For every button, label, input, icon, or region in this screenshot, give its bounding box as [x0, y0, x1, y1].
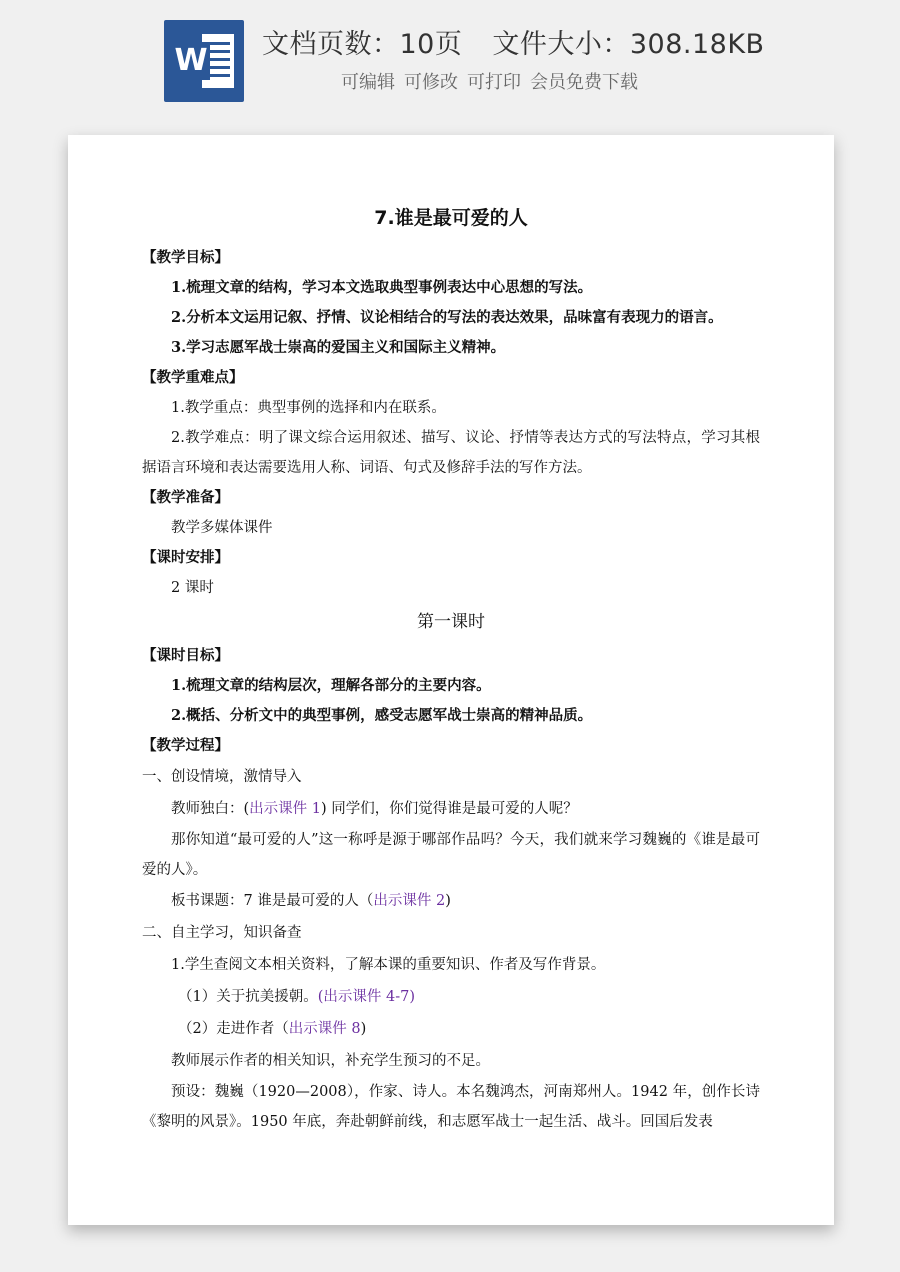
lesson-goal-item: 1.梳理文章的结构层次，理解各部分的主要内容。 — [171, 677, 491, 694]
objective-item: 1.梳理文章的结构，学习本文选取典型事例表达中心思想的写法。 — [171, 279, 593, 296]
word-document-icon: W — [164, 20, 244, 102]
file-size: 文件大小：308.18KB — [492, 29, 765, 60]
author-intro-paragraph: 预设：魏巍（1920—2008），作家、诗人。本名魏鸿杰，河南郑州人。1942 年，创作长诗《黎明的风景》。1950 年底，奔赴朝鲜前线，和志愿军战士一起生活、战斗。回国后发表 — [142, 1084, 760, 1130]
lesson-goal-item: 2.概括、分析文中的典型事例，感受志愿军战士崇高的精神品质。 — [171, 707, 593, 724]
lesson-heading: 第一课时 — [417, 612, 485, 632]
feature-member-download: 会员免费下载 — [530, 72, 638, 93]
document-stats — [262, 22, 765, 61]
courseware-ref: 出示课件 8 — [288, 1021, 361, 1037]
process-paragraph: 1.学生查阅文本相关资料，了解本课的重要知识、作者及写作背景。 — [171, 957, 606, 973]
schedule-item: 2 课时 — [171, 580, 214, 596]
courseware-ref: 出示课件 1 — [249, 801, 322, 817]
courseware-ref: 出示课件 2 — [373, 893, 446, 909]
section-heading-key-points: 【教学重难点】 — [142, 369, 244, 386]
courseware-ref: (出示课件 4-7) — [317, 989, 416, 1005]
difficulty-paragraph: 2.教学难点：明了课文综合运用叙述、描写、议论、抒情等表达方式的写法特点，学习其根据语言环境和表达需要选用人称、词语、句式及修辞手法的写作方法。 — [142, 430, 760, 476]
step-heading: 二、自主学习，知识备查 — [142, 925, 302, 941]
key-point-item: 1.教学重点：典型事例的选择和内在联系。 — [171, 400, 446, 416]
process-subitem: （2）走进作者（出示课件 8) — [178, 1021, 367, 1037]
feature-printable: 可打印 — [467, 72, 521, 93]
feature-editable: 可编辑 — [341, 72, 395, 93]
document-title: 7.谁是最可爱的人 — [374, 207, 528, 229]
objective-item: 3.学习志愿军战士崇高的爱国主义和国际主义精神。 — [171, 339, 506, 356]
section-heading-preparation: 【教学准备】 — [142, 489, 229, 506]
feature-list — [341, 68, 647, 94]
document-content — [142, 205, 760, 1137]
document-page — [68, 135, 834, 1225]
section-heading-lesson-goals: 【课时目标】 — [142, 647, 229, 664]
feature-modifiable: 可修改 — [404, 72, 458, 93]
page-count: 文档页数：10页 — [262, 29, 463, 60]
step-heading: 一、创设情境，激情导入 — [142, 769, 302, 785]
process-paragraph: 那你知道“最可爱的人”这一称呼是源于哪部作品吗？今天，我们就来学习魏巍的《谁是最可爱的人》。 — [142, 832, 760, 878]
document-info-header — [0, 0, 900, 120]
section-heading-process: 【教学过程】 — [142, 737, 229, 754]
preparation-item: 教学多媒体课件 — [171, 520, 273, 536]
section-heading-schedule: 【课时安排】 — [142, 549, 229, 566]
process-paragraph: 教师展示作者的相关知识，补充学生预习的不足。 — [171, 1053, 490, 1069]
process-subitem: （1）关于抗美援朝。(出示课件 4-7) — [178, 989, 416, 1005]
section-heading-objectives: 【教学目标】 — [142, 249, 229, 266]
process-paragraph: 板书课题：7 谁是最可爱的人（出示课件 2) — [171, 893, 451, 909]
objective-item: 2.分析本文运用记叙、抒情、议论相结合的写法的表达效果，品味富有表现力的语言。 — [171, 309, 723, 326]
process-paragraph: 教师独白：(出示课件 1) 同学们，你们觉得谁是最可爱的人呢？ — [171, 801, 578, 817]
